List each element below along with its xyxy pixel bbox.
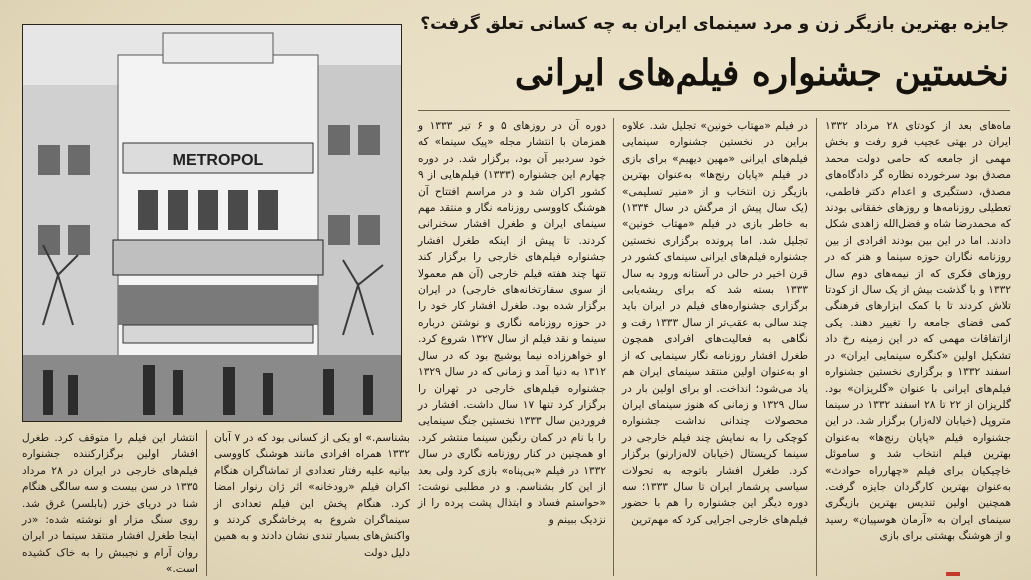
column-rule — [816, 118, 817, 576]
column-3 — [418, 118, 607, 526]
column-5-text: انتشار این فیلم را متوقف کرد. طغرل افشار اولین برگزارکننده جشنواره فیلم‌های خارجی در ایران در ۲۸ مرداد ۱۳۳۵ در سن بیست و سه سالگی هنگام شنا در دریای خزر (بابلسر) غرق شد. روی سنگ مزار او نوشته شده: «در اینجا طغرل افشار منتقد سینما در ایران روان آرام و نجیبش را به خاک کشیده است.» — [22, 432, 198, 576]
column-1-text: ماه‌های بعد از کودتای ۲۸ مرداد ۱۳۳۲ ایران در بهتی عجیب فرو رفت و بخش مهمی از جامعه که حامی دولت محمد مصدق بود سرخورده نظاره گر دادگاه‌های مصدق، دستگیری و اعدام دکتر فاطمی، تعطیلی روزنامه‌ها و روزهای خفقانی بودند که محمدرضا شاه و فضل‌الله زاهدی شکل دادند. اما در این بین بودند افرادی از بین روزنامه نگاران حوزه سینما و هنر که در روزهای فکری که از نیمه‌های دوم سال ۱۳۳۲ و با گذشت بیش از یک سال از کودتا تلاش کردند تا با کمک ابزارهای فرهنگی کمی فضای جامعه را تغییر دهند. یکی ازاتفاقات مهمی که در این زمینه رخ داد تشکیل اولین «کنگره سینمایی ایران» در اسفند ۱۳۳۲ و برگزاری نخستین جشنواره فیلم‌های ایرانی با عنوان «گلریزان» بود. گلریزان از ۲۲ تا ۲۸ اسفند ۱۳۳۲ در سینما متروپل (خیابان لاله‌زار) برگزار شد. در این جشنواره فیلم «پایان رنج‌ها» به‌عنوان بهترین فیلم انتخاب شد و ساموئل خاچیکیان برای فیلم «چهارراه حوادث» به‌عنوان بهترین کارگردان جایزه گرفت. همچنین اولین تندیس بهترین بازیگری سینمای ایران به «آرمان هوسپیان» رسید و از هوشنگ بهشتی برای بازی — [825, 120, 1012, 543]
column-rule — [206, 430, 207, 576]
article-kicker: جایزه بهترین بازیگر زن و مرد سینمای ایران به چه کسانی تعلق گرفت؟ — [420, 14, 1009, 34]
column-1 — [825, 118, 1011, 578]
cinema-building-illustration — [23, 25, 401, 421]
column-rule — [613, 118, 614, 576]
metropol-cinema-photo — [22, 24, 402, 422]
column-3-text: دوره آن در روزهای ۵ و ۶ تیر ۱۳۳۳ و همزمان با انتشار مجله «پیک سینما» که خود سردبیر آن بود، برگزار شد. در دوره چهارم این جشنواره (۱۳۳۳) فیلم‌هایی از ۹ کشور اکران شد و در مراسم افتتاح آن هوشنگ کاووسی روزنامه نگار و منتقد مهم سینمای ایران و طغرل افشار سخنرانی کردند. تا پیش از اینکه طغرل افشار جشنواره فیلم‌های خارجی را برگزار کند تنها چند هفته فیلم خارجی (آن هم معمولا از سوی سفارتخانه‌های خارجی) در ایران برگزار شده بود. طغرل افشار کار خود را در حوزه روزنامه نگاری و نوشتن درباره سینما و نقد فیلم از سال ۱۳۲۷ شروع کرد. او خواهرزاده نیما یوشیج بود که در سال ۱۳۱۲ به دنیا آمد و زمانی که در سال ۱۳۲۹ جشنواره فیلم‌های خارجی در تهران را برگزار کرد تنها ۱۷ سال داشت. افشار در فروردین سال ۱۳۳۳ نخستین جنگ سینمایی را با نام در کمان رنگین سینما منتشر کرد. او همچنین در کنار روزنامه نگاری در سال ۱۳۳۲ در فیلم «بی‌پناه» بازی کرد ولی بعد از این کار بشناسم. و در مطلبی نوشت: «حواستم فساد و ابتذال پشت پرده را از نزدیک ببینم و — [418, 120, 607, 526]
metropol-sign: METROPOL — [172, 152, 264, 169]
column-4 — [214, 430, 410, 578]
column-5 — [22, 430, 198, 578]
column-2 — [622, 118, 808, 578]
article-headline: نخستین جشنواره فیلم‌های ایرانی — [514, 52, 1009, 94]
column-4-text: بشناسم.» او یکی از کسانی بود که در ۷ آبان ۱۳۳۲ همراه افرادی مانند هوشنگ کاووسی بیانیه علیه رفتار تعدادی از تماشاگران هنگام اکران فیلم «رودخانه» اثر ژان رنوار امضا کرد. هنگام پخش این فیلم تعدادی از سینماگران شروع به پرخاشگری کردند و واکنش‌های بسیار تندی نشان دادند و به همین دلیل دولت — [214, 432, 410, 559]
headline-divider — [418, 110, 1010, 111]
column-2-text: در فیلم «مهتاب خونین» تجلیل شد. علاوه براین در نخستین جشنواره سینمایی فیلم‌های ایرانی «مهین دیهیم» برای بازی در فیلم «پایان رنج‌ها» به‌عنوان بهترین بازیگر زن انتخاب و از «منیر تسلیمی» (یک سال پیش از مرگش در سال ۱۳۳۴) به خاطر بازی در فیلم «مهتاب خونین» تجلیل شد. اما پرونده برگزاری نخستین جشنواره فیلم‌های ایرانی سینمای کشور در قرن اخیر در حالی در آستانه ورود به سال ۱۳۳۳ بسته شد که برای ریشه‌یابی برگزاری جشنواره‌های فیلم در ایران باید چند سالی به عقب‌تر از سال ۱۳۳۳ رفت و نگاهی به فعالیت‌های افرادی همچون طغرل افشار روزنامه نگار سینمایی که از او به‌عنوان اولین منتقد سینمای ایران هم یاد می‌شود؛ انداخت. او برای اولین بار در سال ۱۳۲۹ و زمانی که هنوز سینمای ایران محصولات چندانی نداشت جشنواره کوچکی را به نمایش چند فیلم خارجی در سینما کریستال (خیابان لاله‌زارنو) برگزار کرد. طغرل افشار باتوجه به تحولات سیاسی پرشمار ایران تا سال ۱۳۳۳؛ سه دوره دیگر این جشنواره را هم با حضور فیلم‌های خارجی اجرایی کرد که مهم‌ترین — [622, 120, 809, 526]
page-accent-mark — [946, 572, 960, 576]
